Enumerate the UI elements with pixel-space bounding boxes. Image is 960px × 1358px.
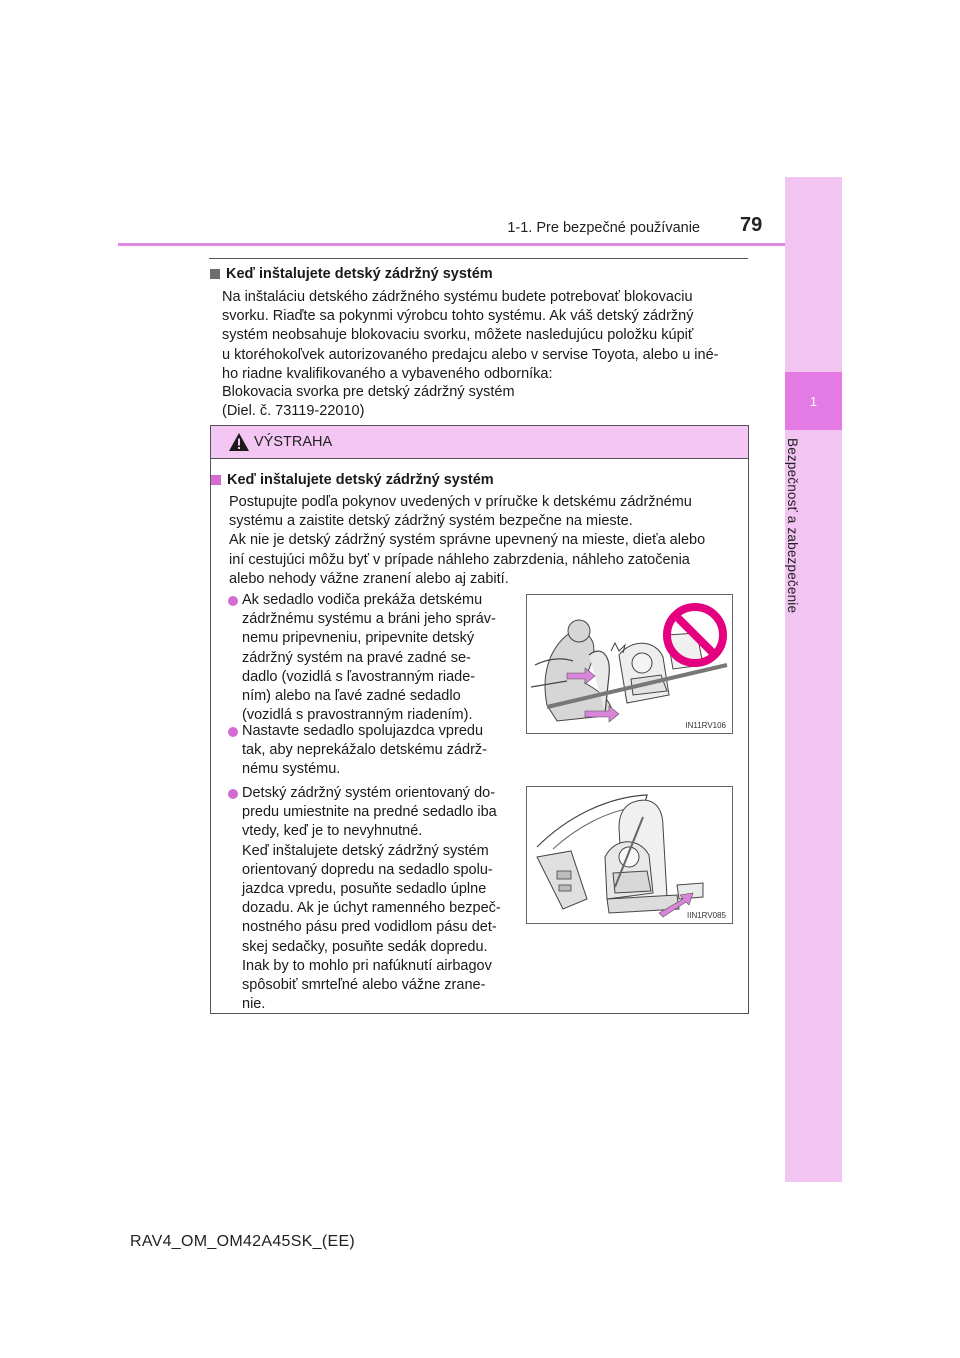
illustration-blocked-seat <box>526 594 733 734</box>
page-number: 79 <box>740 214 763 236</box>
bullet-line: skej sedačky, posuňte sedák dopredu. <box>242 938 488 955</box>
chapter-number-tab <box>785 372 842 430</box>
warning-intro-line: iní cestujúci môžu byť v prípade náhleho zabrzdenia, náhleho zatočenia <box>229 551 690 568</box>
bullet-line: tak, aby neprekážalo detskému zádrž- <box>242 742 488 759</box>
chapter-number: 1 <box>809 393 818 409</box>
figure-code: IN11RV106 <box>685 721 726 730</box>
warning-intro <box>229 493 740 589</box>
bullet-line: spôsobiť smrteľné alebo vážne zrane- <box>242 977 486 994</box>
section-heading-text: Keď inštalujete detský zádržný systém <box>226 266 493 282</box>
section-title: 1-1. Pre bezpečné používanie <box>507 220 700 236</box>
warning-heading <box>211 472 494 488</box>
chapter-sidebar <box>785 177 842 1182</box>
bullet-line: zádržnému systému a bráni jeho správ- <box>242 611 496 628</box>
warning-intro-line: alebo nehody vážne zranení alebo aj zabití. <box>229 570 509 587</box>
bullet-line: jazdca vpredu, posuňte sedadlo úplne <box>242 881 487 898</box>
bullet-line: vtedy, keď je to nevyhnutné. <box>242 823 423 840</box>
bullet-text <box>242 784 516 1014</box>
chapter-title: Bezpečnosť a zabezpečenie <box>785 438 800 614</box>
warning-intro-line: systému a zaistite detský zádržný systém bezpečne na mieste. <box>229 513 633 530</box>
warning-triangle-icon <box>228 432 250 452</box>
bullet-line: nostného pásu pred vodidlom pásu det- <box>242 919 497 936</box>
section-paragraph <box>222 288 748 384</box>
bullet-dot-icon <box>228 789 238 799</box>
illustration-front-seat-child <box>526 786 733 924</box>
paragraph-line: u ktoréhokoľvek autorizovaného predajcu alebo v servise Toyota, alebo u iné- <box>222 346 719 363</box>
bullet-line: nemu pripevneniu, pripevnite detský <box>242 630 475 647</box>
bullet-line: nému systému. <box>242 761 341 778</box>
bullet-line: dadlo (vozidlá s ľavostranným riade- <box>242 668 476 685</box>
paragraph-line: systém neobsahuje blokovaciu svorku, môžete nasledujúcu položku kúpiť <box>222 327 694 344</box>
bullet-text <box>242 591 516 725</box>
figure-code: IIN1RV085 <box>687 911 726 920</box>
warning-box <box>210 425 749 1014</box>
bullet-line: dozadu. Ak je úchyt ramenného bezpeč- <box>242 900 501 917</box>
section-heading <box>210 266 493 282</box>
bullet-line: Nastavte sedadlo spolujazdca vpredu <box>242 723 484 739</box>
warning-header <box>211 426 748 459</box>
bullet-line: ním) alebo na ľavé zadné sedadlo <box>242 688 461 705</box>
bullet-line: predu umiestnite na predné sedadlo iba <box>242 804 497 821</box>
bullet-text <box>242 722 516 780</box>
part-number-block <box>222 383 748 421</box>
bullet-dot-icon <box>228 596 238 606</box>
square-bullet-icon <box>211 475 221 485</box>
warning-intro-line: Postupujte podľa pokynov uvedených v príručke k detskému zádržnému <box>229 494 692 510</box>
section-rule <box>209 258 748 259</box>
blocked-seat-illustration <box>527 595 732 733</box>
paragraph-line: ho riadne kvalifikovaného a vybaveného odborníka: <box>222 365 553 382</box>
part-number: (Diel. č. 73119-22010) <box>222 403 365 420</box>
bullet-line: nie. <box>242 996 266 1013</box>
bullet-line: Ak sedadlo vodiča prekáža detskému <box>242 592 483 608</box>
document-code: RAV4_OM_OM42A45SK_(EE) <box>130 1233 356 1250</box>
front-seat-child-illustration <box>527 787 732 923</box>
header-rule <box>118 243 785 246</box>
bullet-line: Keď inštalujete detský zádržný systém <box>242 842 489 859</box>
warning-label: VÝSTRAHA <box>254 434 333 450</box>
warning-heading-text: Keď inštalujete detský zádržný systém <box>227 472 494 488</box>
paragraph-line: Na inštaláciu detského zádržného systému budete potrebovať blokovaciu <box>222 289 693 305</box>
bullet-line: Inak by to mohlo pri nafúknutí airbagov <box>242 957 492 974</box>
bullet-line: (vozidlá s pravostranným riadením). <box>242 707 473 724</box>
bullet-line: orientovaný dopredu na sedadlo spolu- <box>242 861 493 878</box>
bullet-line: Detský zádržný systém orientovaný do- <box>242 785 496 801</box>
bullet-dot-icon <box>228 727 238 737</box>
warning-intro-line: Ak nie je detský zádržný systém správne upevnený na mieste, dieťa alebo <box>229 532 706 549</box>
paragraph-line: svorku. Riaďte sa pokynmi výrobcu tohto systému. Ak váš detský zádržný <box>222 308 694 325</box>
square-bullet-icon <box>210 269 220 279</box>
bullet-line: zádržný systém na pravé zadné se- <box>242 649 471 666</box>
part-description: Blokovacia svorka pre detský zádržný systém <box>222 384 515 400</box>
